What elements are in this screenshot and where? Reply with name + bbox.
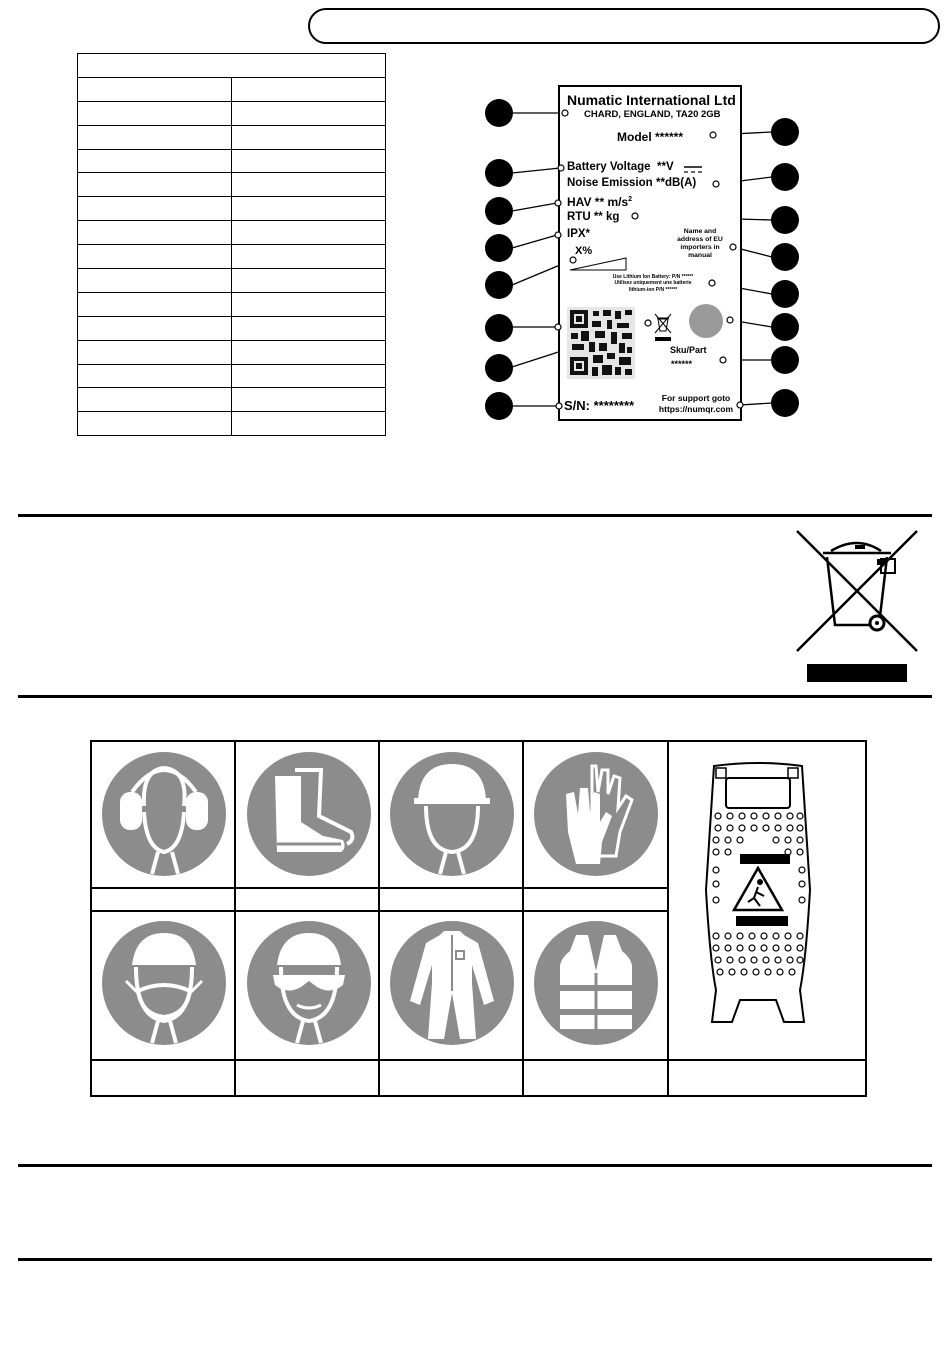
section-divider — [18, 1164, 932, 1167]
wet-floor-sign-icon — [704, 760, 812, 1030]
ear-protection-icon — [102, 752, 226, 876]
hard-hat-icon — [390, 752, 514, 876]
hi-vis-vest-icon — [534, 921, 658, 1045]
company-name: Numatic International Ltd — [567, 92, 736, 108]
safety-glasses-icon — [247, 921, 371, 1045]
sku-value: ****** — [671, 359, 693, 369]
noise-emission-value: **dB(A) — [656, 177, 697, 189]
weee-crossed-bin-icon — [795, 529, 919, 685]
noise-emission-label: Noise Emission — [567, 177, 653, 189]
section-divider — [18, 1258, 932, 1261]
battery-voltage-label: Battery Voltage — [567, 161, 651, 173]
section-divider — [18, 695, 932, 698]
serial-number: S/N: ******** — [564, 398, 635, 413]
sku-label: Sku/Part — [670, 345, 707, 355]
callout-anchor-dots — [0, 0, 950, 440]
model-label: Model ****** — [617, 130, 684, 144]
safety-boots-icon — [247, 752, 371, 876]
hav-label: HAV ** $m/s^2$ — [567, 195, 633, 209]
dust-mask-icon — [102, 921, 226, 1045]
section-divider — [18, 514, 932, 517]
slope-percent: X% — [575, 245, 593, 257]
eu-importers-note: Name and address of EU importers in manual — [677, 228, 723, 260]
support-note: For support goto https://numqr.com — [658, 393, 734, 414]
safety-gloves-icon — [534, 752, 658, 876]
battery-note: Use Lithium Ion Battery: P/N ****** Utilisez uniquement une batterie lithium-ion P/N ****** — [612, 274, 694, 293]
rtu-label: RTU ** kg — [567, 211, 620, 223]
battery-voltage-value: **V — [657, 161, 674, 173]
company-address: CHARD, ENGLAND, TA20 2GB — [584, 109, 721, 120]
coverall-icon — [390, 921, 514, 1045]
ipx-label: IPX* — [567, 228, 591, 240]
